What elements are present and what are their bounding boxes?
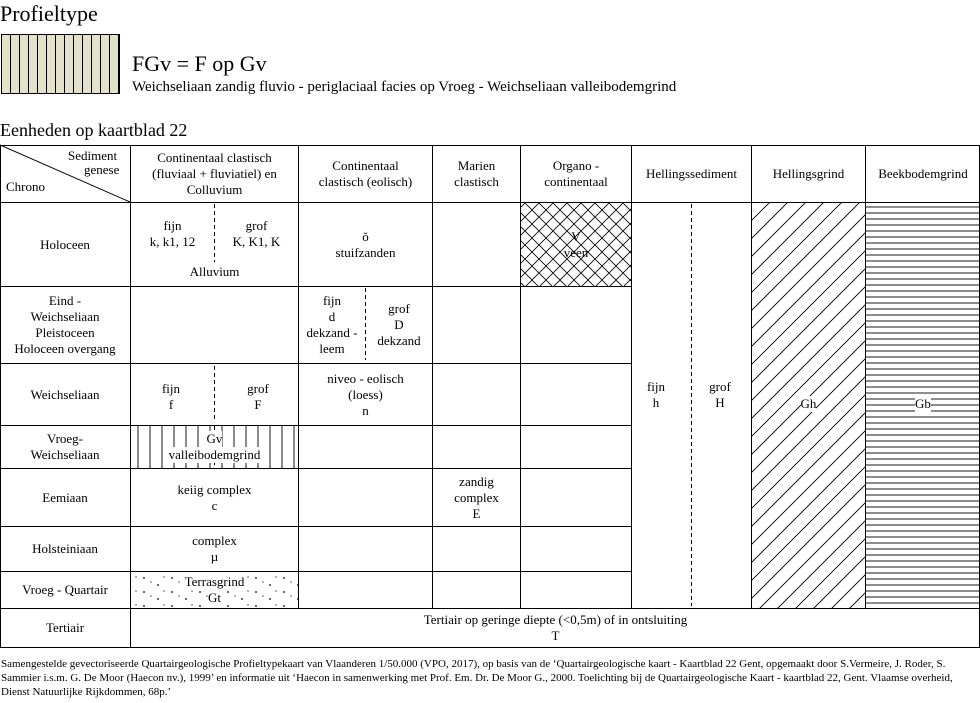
col-header-hellingssediment: Hellingssediment [646, 166, 737, 181]
cell-zandig-complex: zandig complex E [454, 473, 499, 521]
row-header-eemiaan: Eemiaan [42, 489, 88, 505]
cell-hellingssediment-fijn: fijn h [646, 379, 666, 410]
row-header-vroeg-weichseliaan: Vroeg- Weichseliaan [30, 431, 100, 462]
section-heading: Eenheden op kaartblad 22 [0, 120, 188, 140]
cell-weichseliaan-grof: grof F [247, 381, 269, 412]
profieltype-heading: Profieltype [0, 1, 98, 26]
row-header-weichseliaan: Weichseliaan [30, 386, 100, 402]
col-header-marien: Marien clastisch [454, 158, 499, 189]
cell-valleibodemgrind: Gv valleibodemgrind [168, 431, 261, 462]
cell-hellingssediment-grof: grof H [709, 379, 731, 410]
corner-genese: genese [84, 162, 120, 177]
col-header-hellingsgrind: Hellingsgrind [772, 166, 845, 181]
source-footnote: Samengestelde gevectoriseerde Quartairgeologische Profieltypekaart van Vlaanderen 1/50.000 (VPO, 2017), op basis van de ‘Quartairgeologische kaart - Kaartblad 22 Gent, opgemaakt door S.Vermeire, J. Roder, S. Sammier i.s.m. G. De Moor (Haecon nv.), 1999’ en informatie uit ‘Haecon in samenwerking met Prof. Em. Dr. De Moor G., 2000. Toelichting bij de Quartairgeologische Kaart - kaartblad 22, Gent. Vlaamse overheid, Dienst Natuurlijke Rijkdommen, 68p.’ [1, 658, 953, 698]
cell-terrasgrind: Terrasgrind Gt [184, 574, 245, 605]
col-header-continentaal-eolisch: Continentaal clastisch (eolisch) [318, 158, 413, 189]
cell-holoceen-fijn: fijn k, k1, 12 [149, 218, 196, 249]
cell-hellingsgrind: Gh [800, 396, 817, 411]
cell-dekzand-leem: fijn d dekzand - leem [306, 293, 358, 356]
cell-complex-mu: complex µ [192, 533, 237, 564]
cell-alluvium: Alluvium [189, 264, 240, 279]
legend-code: FGv = F op Gv [132, 51, 267, 76]
row-header-holoceen: Holoceen [40, 236, 90, 252]
corner-sediment: Sediment [68, 148, 118, 163]
cell-veen: V veen [563, 228, 589, 260]
cell-holoceen-grof: grof K, K1, K [232, 218, 281, 249]
col-header-organo: Organo - continentaal [544, 158, 608, 189]
col-header-continentaal-fluviaal: Continentaal clastisch (fluviaal + fluviatiel) en Colluvium [152, 150, 277, 197]
row-header-eind-weichseliaan: Eind - Weichseliaan Pleistoceen Holoceen overgang [14, 293, 116, 356]
cell-tertiair: Tertiair op geringe diepte (<0,5m) of in ontsluiting T [423, 612, 688, 643]
cell-stuifzanden: ŏ stuifzanden [335, 228, 396, 260]
row-header-vroeg-quartair: Vroeg - Quartair [22, 582, 108, 597]
legend-description: Weichseliaan zandig fluvio - periglaciaal facies op Vroeg - Weichseliaan valleibodemgrind [132, 79, 677, 95]
corner-chrono: Chrono [6, 179, 45, 194]
cell-loess: niveo - eolisch (loess) n [327, 370, 404, 418]
row-header-holsteiniaan: Holsteiniaan [32, 541, 98, 556]
row-header-tertiair: Tertiair [45, 620, 85, 635]
cell-beekbodemgrind: Gb [915, 396, 931, 411]
cell-dekzand: grof D dekzand [377, 301, 421, 348]
cell-keiig-complex: keiig complex c [177, 481, 252, 513]
col-header-beekbodemgrind: Beekbodemgrind [878, 166, 968, 181]
cell-weichseliaan-fijn: fijn f [161, 381, 181, 412]
